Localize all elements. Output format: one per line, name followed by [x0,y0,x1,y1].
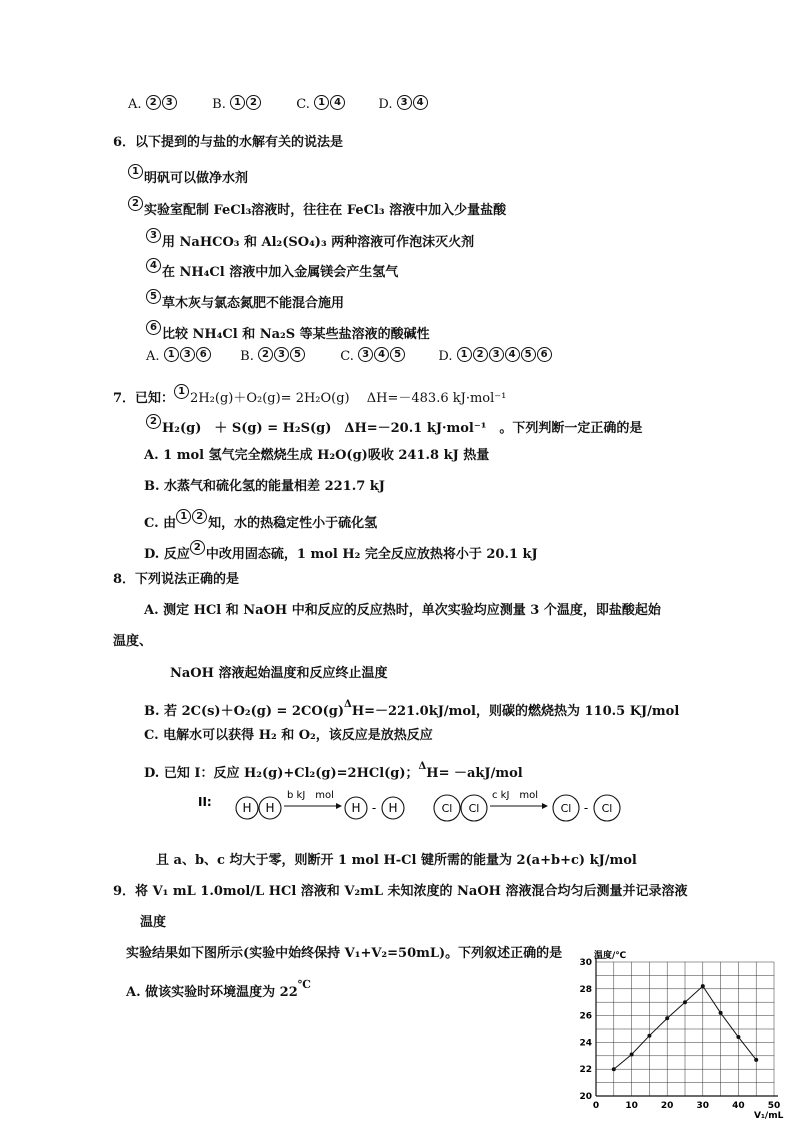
data-point [647,1034,651,1038]
chart-tick-labels [579,958,780,1111]
x-tick-label: 10 [625,1101,638,1111]
chart-x-axis-label: V₁/mL [754,1111,784,1121]
y-tick-label: 24 [579,1038,592,1049]
h2-molecule [236,797,281,819]
q8-option-a-line1: A. 测定 HCl 和 NaOH 中和反应的反应热时，单次实验均应测量 3 个温度，即盐酸起始 [144,603,661,618]
q6-item-5: 5 草木灰与氯态氮肥不能混合施用 [146,289,344,313]
q6-stem: 6．以下提到的与盐的水解有关的说法是 [113,135,344,150]
q8-option-d: D. 已知 I：反应 H₂(g)+Cl₂(g)=2HCl(g)；$^\Delta$H= －akJ/mol [144,761,523,781]
q6-item-3: 3 用 NaHCO₃ 和 Al₂(SO₄)₃ 两种溶液可作泡沫灭火剂 [146,228,474,252]
svg-text:Cl: Cl [441,802,453,815]
q6-item-2: 2 实验室配制 FeCl₃溶液时，往往在 FeCl₃ 溶液中加入少量盐酸 [128,196,506,220]
chart-y-axis-label: 温度/℃ [594,951,627,961]
q6-item-6: 6 比较 NH₄Cl 和 Na₂S 等某些盐溶液的酸碱性 [146,320,430,344]
x-tick-label: 50 [767,1101,781,1111]
svg-text:-: - [371,801,377,815]
arrow-1-label: b kJ mol [287,790,334,801]
svg-text:Cl: Cl [601,802,613,815]
data-point [701,984,705,988]
q9-stem-line2: 温度 [140,915,167,930]
cl-atoms-separated [553,795,620,821]
q7-equation-2: 2 H₂(g) ＋ S(g) = H₂S(g) ΔH=－20.1 kJ·mol⁻¹ 。下列判断一定正确的是 [146,414,642,438]
x-tick-label: 30 [696,1101,710,1111]
q6-option-b: B. 2 3 5 [240,347,336,366]
q8-conclusion: 且 a、b、c 均大于零，则断开 1 mol H-Cl 键所需的能量为 2(a+b+c) kJ/mol [156,853,637,868]
data-point [612,1067,616,1071]
q9-stem-line1: 9．将 V₁ mL 1.0mol/L HCl 溶液和 V₂mL 未知浓度的 NaOH 溶液混合均匀后测量并记录溶液 [113,884,688,899]
arrow-2-label: c kJ mol [492,790,539,801]
h-atoms-separated [345,797,404,819]
svg-text:H: H [242,801,252,815]
q5-option-d: D. 3 4 [378,95,428,114]
x-tick-label: 20 [660,1101,674,1111]
svg-text:H: H [265,801,275,815]
cl2-molecule [434,795,487,821]
y-tick-label: 28 [579,984,592,995]
y-tick-label: 22 [579,1065,592,1076]
q5-option-a: A. 2 3 [128,95,208,114]
data-point [665,1016,669,1020]
q8-option-a-line3: NaOH 溶液起始温度和反应终止温度 [170,666,388,681]
data-point [683,1000,687,1004]
svg-text:-: - [583,801,589,815]
data-point [754,1058,758,1062]
q8-option-a-line2: 温度、 [113,634,153,649]
svg-text:H: H [388,801,398,815]
q9-option-a: A. 做该实验时环境温度为 22℃ [126,978,311,1000]
q5-option-c: C. 1 4 [296,95,374,114]
y-tick-label: 26 [579,1011,592,1022]
x-tick-label: 0 [592,1101,600,1111]
q8-option-c: C. 电解水可以获得 H₂ 和 O₂，该反应是放热反应 [144,728,433,743]
q6-option-a: A. 1 3 6 [146,347,236,366]
q6-option-c: C. 3 4 5 [340,347,434,366]
q7-option-b: B. 水蒸气和硫化氢的能量相差 221.7 kJ [144,479,385,494]
svg-text:Cl: Cl [468,802,480,815]
q5-option-b: B. 1 2 [212,95,292,114]
y-tick-label: 30 [579,958,592,968]
q8-stem: 8．下列说法正确的是 [113,572,240,587]
q6-options [146,347,553,366]
svg-text:H: H [351,801,361,815]
q5-options [128,95,429,114]
y-tick-label: 20 [579,1092,592,1102]
chart-axes [596,958,778,1096]
q6-item-4: 4 在 NH₄Cl 溶液中加入金属镁会产生氢气 [146,258,398,282]
x-tick-label: 40 [732,1101,745,1111]
data-point [630,1052,634,1056]
data-point [719,1011,723,1015]
q8-option-b: B. 若 $2C(s)+O_2(g) = 2CO(g)^\Delta H=-221.0kJ$/mol，则碳的燃烧热为 110.5 KJ/mol [144,699,680,719]
q9-stem-line3: 实验结果如下图所示(实验中始终保持 V₁+V₂=50mL)。下列叙述正确的是 [126,946,563,961]
svg-text:Cl: Cl [560,802,572,815]
chart-grid [596,962,774,1096]
q6-option-d: D. 1 2 3 4 5 6 [438,347,552,366]
data-point [736,1035,740,1039]
q7-option-a: A. 1 mol 氢气完全燃烧生成 H₂O(g)吸收 241.8 kJ 热量 [144,448,490,463]
q7-option-d: D. 反应 2 中改用固态硫，1 mol H₂ 完全反应放热将小于 20.1 kJ [144,542,538,562]
bond-energy-diagram [190,786,630,830]
temperature-chart [560,946,786,1122]
q7-equation-1: 7．已知： 1 2H₂(g)＋O₂(g)= 2H₂O(g) ΔH=－483.6 kJ·mol⁻¹ [113,386,507,406]
diagram-label: II: [198,795,212,809]
q6-item-1: 1 明矾可以做净水剂 [128,164,248,188]
q7-option-c: C. 由 1 2 知，水的热稳定性小于硫化氢 [144,511,378,531]
